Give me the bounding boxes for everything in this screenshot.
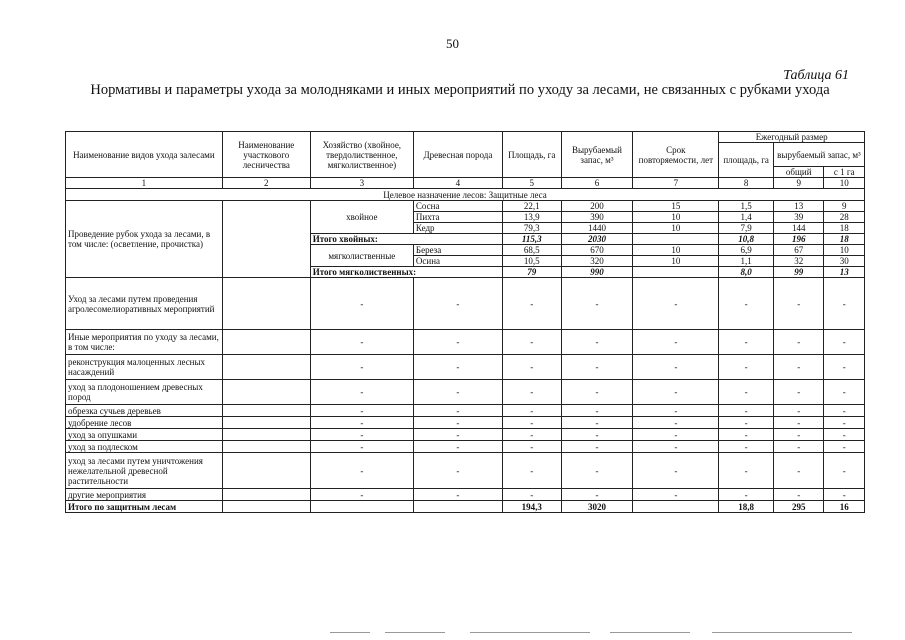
dash-cell: -: [310, 417, 413, 429]
dash-cell: -: [413, 405, 502, 417]
forestry-cell: [222, 417, 310, 429]
bottom-rule: [385, 632, 445, 633]
period-cell: 15: [633, 201, 719, 212]
activity-row: [66, 405, 865, 417]
activity-name: Уход за лесами путем проведения агролесомелиоративных мероприятий: [66, 278, 223, 330]
dash-cell: -: [502, 441, 561, 453]
annual-total-cell: 67: [773, 245, 824, 256]
annual-area-cell: 1,4: [719, 212, 774, 223]
dash-cell: -: [310, 278, 413, 330]
subtotal-annual-total: 99: [773, 267, 824, 278]
annual-total-cell: 32: [773, 256, 824, 267]
activity-name: уход за лесами путем уничтожения нежелательной древесной растительности: [66, 453, 223, 489]
economy-soft: мягколиственные: [310, 245, 413, 267]
dash-cell: -: [561, 405, 633, 417]
column-number: 4: [413, 178, 502, 189]
dash-cell: -: [413, 489, 502, 501]
dash-cell: -: [773, 441, 824, 453]
header-economy: Хозяйство (хвойное, твердолиственное, мягколиственное): [310, 132, 413, 178]
forestry-cell: [222, 441, 310, 453]
forestry-cell: [222, 489, 310, 501]
bottom-rule: [712, 632, 852, 633]
activity-name: уход за подлеском: [66, 441, 223, 453]
activity-row: [66, 380, 865, 405]
dash-cell: -: [561, 489, 633, 501]
dash-cell: -: [824, 489, 865, 501]
dash-cell: -: [502, 380, 561, 405]
subtotal-annual-area: 8,0: [719, 267, 774, 278]
header-species: Древесная порода: [413, 132, 502, 178]
dash-cell: -: [502, 405, 561, 417]
dash-cell: -: [633, 355, 719, 380]
forestry-cell: [222, 278, 310, 330]
dash-cell: -: [719, 330, 774, 355]
annual-area-cell: 1,1: [719, 256, 774, 267]
subtotal-annual-area: 10,8: [719, 234, 774, 245]
dash-cell: -: [310, 429, 413, 441]
dash-cell: -: [310, 405, 413, 417]
dash-cell: -: [633, 417, 719, 429]
column-number: 6: [561, 178, 633, 189]
grand-total-volume: 3020: [561, 501, 633, 513]
forestry-cell: [222, 380, 310, 405]
dash-cell: -: [773, 330, 824, 355]
header-area: Площадь, га: [502, 132, 561, 178]
dash-cell: -: [310, 453, 413, 489]
dash-cell: -: [633, 489, 719, 501]
dash-cell: -: [633, 330, 719, 355]
empty-cell: [222, 501, 310, 513]
dash-cell: -: [773, 278, 824, 330]
annual-per-ha-cell: 18: [824, 223, 865, 234]
subtotal-period: [633, 267, 719, 278]
forestry-cell: [222, 453, 310, 489]
dash-cell: -: [773, 453, 824, 489]
dash-cell: -: [824, 380, 865, 405]
dash-cell: -: [561, 278, 633, 330]
empty-cell: [633, 501, 719, 513]
annual-area-cell: 6,9: [719, 245, 774, 256]
species-cell: Кедр: [413, 223, 502, 234]
activity-row: [66, 489, 865, 501]
annual-total-cell: 13: [773, 201, 824, 212]
annual-per-ha-cell: 28: [824, 212, 865, 223]
activity-name: уход за плодоношением древесных пород: [66, 380, 223, 405]
area-cell: 10,5: [502, 256, 561, 267]
column-number: 9: [773, 178, 824, 189]
forestry-cell: [222, 355, 310, 380]
subtotal-volume: 2030: [561, 234, 633, 245]
dash-cell: -: [310, 355, 413, 380]
annual-per-ha-cell: 30: [824, 256, 865, 267]
grand-total-annual-area: 18,8: [719, 501, 774, 513]
area-cell: 68,5: [502, 245, 561, 256]
annual-total-cell: 144: [773, 223, 824, 234]
annual-total-cell: 39: [773, 212, 824, 223]
dash-cell: -: [561, 380, 633, 405]
activity-name: Иные мероприятия по уходу за лесами, в том числе:: [66, 330, 223, 355]
header-volume: Вырубаемый запас, м³: [561, 132, 633, 178]
forestry-cell: [222, 330, 310, 355]
activity-name: другие мероприятия: [66, 489, 223, 501]
activity-row: [66, 417, 865, 429]
dash-cell: -: [824, 278, 865, 330]
dash-cell: -: [633, 429, 719, 441]
dash-cell: -: [719, 429, 774, 441]
forestry-cell: [222, 201, 310, 278]
period-cell: 10: [633, 245, 719, 256]
activity-row: [66, 330, 865, 355]
period-cell: 10: [633, 223, 719, 234]
economy-conifer: хвойное: [310, 201, 413, 234]
table-label: Таблица 61: [783, 68, 849, 83]
dash-cell: -: [310, 330, 413, 355]
header-annual-per-ha: с 1 га: [824, 167, 865, 178]
column-number: 8: [719, 178, 774, 189]
dash-cell: -: [719, 405, 774, 417]
dash-cell: -: [633, 453, 719, 489]
dash-cell: -: [824, 453, 865, 489]
bottom-rule: [330, 632, 370, 633]
activity-row: [66, 278, 865, 330]
activity-name: уход за опушками: [66, 429, 223, 441]
area-cell: 13,9: [502, 212, 561, 223]
dash-cell: -: [561, 441, 633, 453]
dash-cell: -: [413, 278, 502, 330]
empty-cell: [413, 501, 502, 513]
activity-row: [66, 453, 865, 489]
dash-cell: -: [719, 489, 774, 501]
annual-area-cell: 1,5: [719, 201, 774, 212]
volume-cell: 670: [561, 245, 633, 256]
norms-table: [65, 131, 865, 513]
dash-cell: -: [413, 453, 502, 489]
forestry-cell: [222, 405, 310, 417]
activity-row: [66, 441, 865, 453]
dash-cell: -: [413, 417, 502, 429]
annual-area-cell: 7,9: [719, 223, 774, 234]
dash-cell: -: [502, 278, 561, 330]
dash-cell: -: [633, 278, 719, 330]
dash-cell: -: [561, 429, 633, 441]
dash-cell: -: [413, 380, 502, 405]
dash-cell: -: [502, 417, 561, 429]
period-cell: 10: [633, 212, 719, 223]
dash-cell: -: [719, 355, 774, 380]
subtotal-period: [633, 234, 719, 245]
header-annual-area: площадь, га: [719, 143, 774, 178]
species-cell: Пихта: [413, 212, 502, 223]
volume-cell: 200: [561, 201, 633, 212]
dash-cell: -: [413, 355, 502, 380]
dash-cell: -: [719, 417, 774, 429]
header-work-type: Наименование видов ухода залесами: [66, 132, 223, 178]
period-cell: 10: [633, 256, 719, 267]
header-annual: Ежегодный размер: [719, 132, 865, 143]
dash-cell: -: [633, 405, 719, 417]
header-annual-total: общий: [773, 167, 824, 178]
subtotal-area: 115,3: [502, 234, 561, 245]
dash-cell: -: [824, 429, 865, 441]
dash-cell: -: [824, 405, 865, 417]
empty-cell: [310, 501, 413, 513]
dash-cell: -: [719, 380, 774, 405]
dash-cell: -: [502, 330, 561, 355]
dash-cell: -: [413, 429, 502, 441]
subtotal-annual-total: 196: [773, 234, 824, 245]
activity-name: удобрение лесов: [66, 417, 223, 429]
dash-cell: -: [773, 417, 824, 429]
activity-row: [66, 355, 865, 380]
dash-cell: -: [502, 429, 561, 441]
subtotal-label: Итого хвойных:: [310, 234, 502, 245]
dash-cell: -: [824, 330, 865, 355]
column-number: 3: [310, 178, 413, 189]
header-forestry: Наименование участкового лесничества: [222, 132, 310, 178]
dash-cell: -: [773, 429, 824, 441]
dash-cell: -: [773, 405, 824, 417]
volume-cell: 390: [561, 212, 633, 223]
dash-cell: -: [310, 441, 413, 453]
column-number: 2: [222, 178, 310, 189]
table-row: [66, 201, 865, 212]
bottom-rule: [470, 632, 590, 633]
header-annual-cut: вырубаемый запас, м³: [773, 143, 864, 167]
annual-per-ha-cell: 9: [824, 201, 865, 212]
forestry-cell: [222, 429, 310, 441]
subtotal-annual-per-ha: 18: [824, 234, 865, 245]
dash-cell: -: [633, 441, 719, 453]
bottom-rule: [610, 632, 690, 633]
dash-cell: -: [561, 453, 633, 489]
subtotal-annual-per-ha: 13: [824, 267, 865, 278]
dash-cell: -: [502, 355, 561, 380]
grand-total-label: Итого по защитным лесам: [66, 501, 223, 513]
activity-name: обрезка сучьев деревьев: [66, 405, 223, 417]
grand-total-row: [66, 501, 865, 513]
dash-cell: -: [719, 278, 774, 330]
area-cell: 79,3: [502, 223, 561, 234]
page-number: 50: [446, 36, 459, 51]
species-cell: Сосна: [413, 201, 502, 212]
dash-cell: -: [633, 380, 719, 405]
volume-cell: 1440: [561, 223, 633, 234]
dash-cell: -: [719, 441, 774, 453]
subtotal-area: 79: [502, 267, 561, 278]
dash-cell: -: [773, 489, 824, 501]
volume-cell: 320: [561, 256, 633, 267]
header-period: Срок повторяемости, лет: [633, 132, 719, 178]
document-title: Нормативы и параметры ухода за молодняками и иных мероприятий по уходу за лесами, не связанных с рубками ухода: [90, 82, 830, 98]
dash-cell: -: [310, 380, 413, 405]
dash-cell: -: [561, 417, 633, 429]
area-cell: 22,1: [502, 201, 561, 212]
subtotal-label: Итого мягколиственных:: [310, 267, 502, 278]
column-number: 1: [66, 178, 223, 189]
activity-row: [66, 429, 865, 441]
dash-cell: -: [824, 417, 865, 429]
column-number: 7: [633, 178, 719, 189]
section-title: Целевое назначение лесов: Защитные леса: [66, 189, 865, 201]
thinning-name: Проведение рубок ухода за лесами, в том числе: (осветление, прочистка): [66, 201, 223, 278]
dash-cell: -: [310, 489, 413, 501]
dash-cell: -: [773, 380, 824, 405]
dash-cell: -: [561, 330, 633, 355]
dash-cell: -: [413, 441, 502, 453]
column-number: 10: [824, 178, 865, 189]
species-cell: Береза: [413, 245, 502, 256]
grand-total-annual-total: 295: [773, 501, 824, 513]
annual-per-ha-cell: 10: [824, 245, 865, 256]
grand-total-area: 194,3: [502, 501, 561, 513]
dash-cell: -: [561, 355, 633, 380]
subtotal-volume: 990: [561, 267, 633, 278]
dash-cell: -: [824, 355, 865, 380]
dash-cell: -: [719, 453, 774, 489]
species-cell: Осина: [413, 256, 502, 267]
activity-name: реконструкция малоценных лесных насаждений: [66, 355, 223, 380]
column-number: 5: [502, 178, 561, 189]
dash-cell: -: [502, 489, 561, 501]
grand-total-annual-per-ha: 16: [824, 501, 865, 513]
dash-cell: -: [413, 330, 502, 355]
dash-cell: -: [502, 453, 561, 489]
dash-cell: -: [773, 355, 824, 380]
dash-cell: -: [824, 441, 865, 453]
